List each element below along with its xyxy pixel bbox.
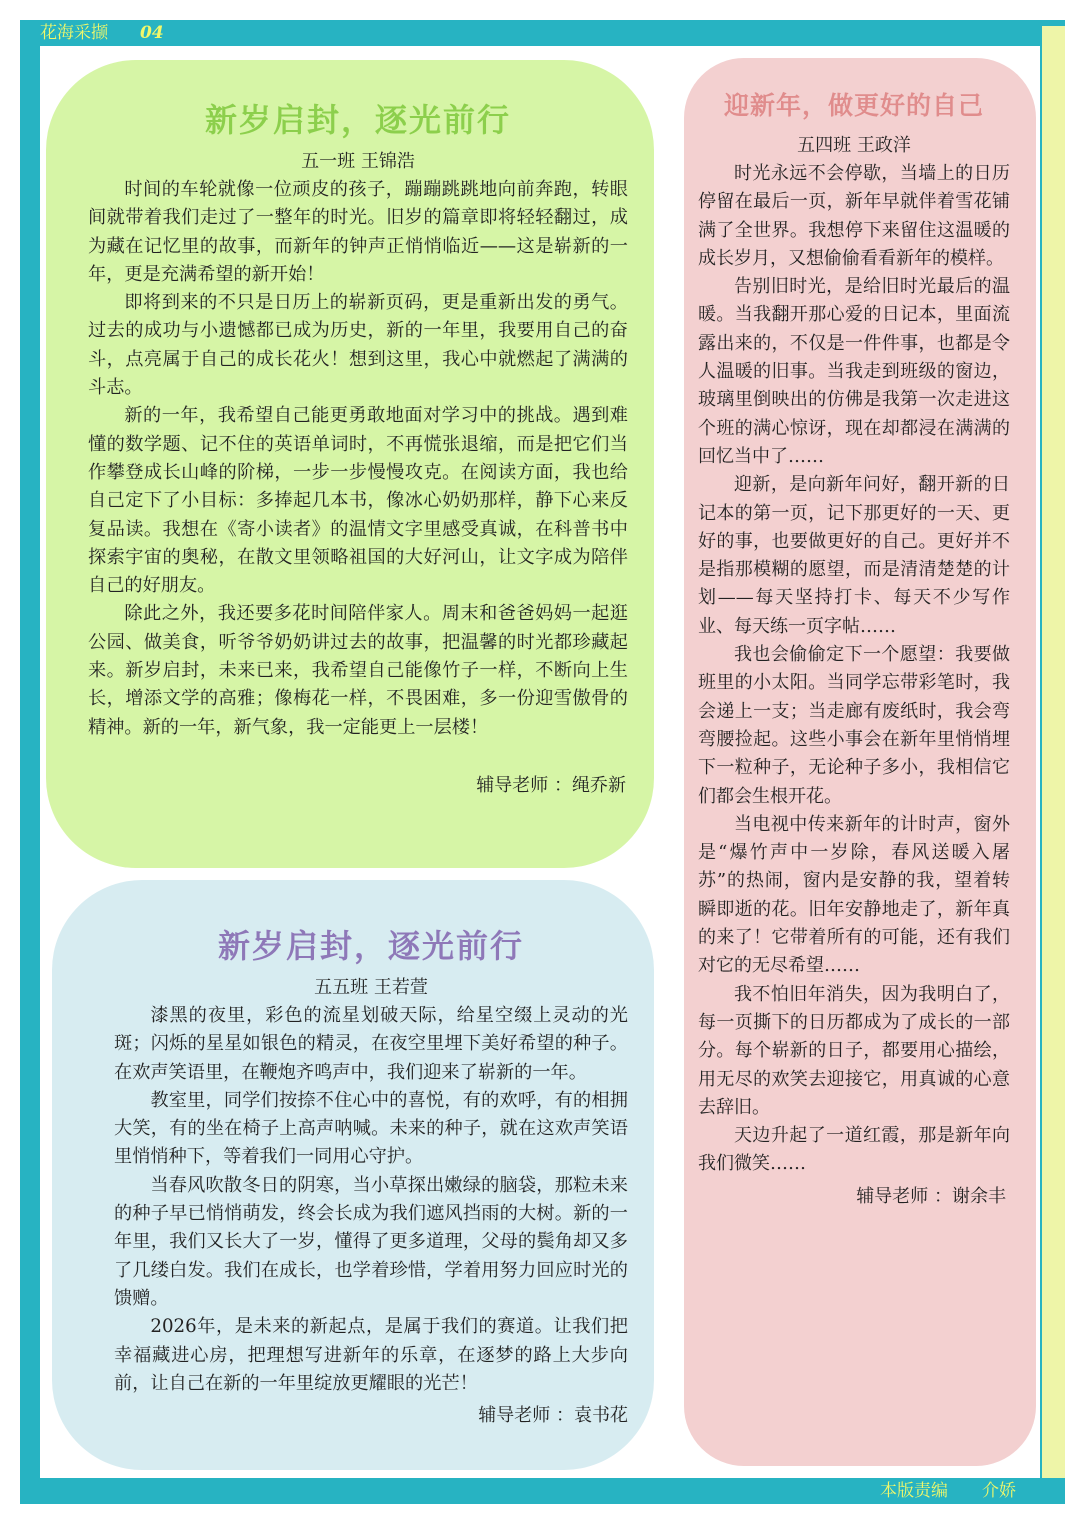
article-b-author: 五五班 王若萱 — [314, 977, 428, 998]
article-a-paragraph: 时间的车轮就像一位顽皮的孩子，蹦蹦跳跳地向前奔跑，转眼间就带着我们走过了一整年的时光。旧岁的篇章即将轻轻翻过，成为藏在记忆里的故事，而新年的钟声正悄悄临近——这是崭新的一年，更是充满希望的新开始！ — [88, 179, 628, 285]
article-a-paragraph: 新的一年，我希望自己能更勇敢地面对学习中的挑战。遇到难懂的数学题、记不住的英语单词时，不再慌张退缩，而是把它们当作攀登成长山峰的阶梯，一步一步慢慢攻克。在阅读方面，我也给自己定下了小目标：多捧起几本书，像冰心奶奶那样，静下心来反复品读。我想在《寄小读者》的温情文字里感受真诚，在科普书中探索宇宙的奥秘，在散文里领略祖国的大好河山，让文字成为陪伴自己的好朋友。 — [88, 405, 628, 597]
article-c-author: 五四班 王政洋 — [797, 135, 911, 156]
top-frame-bar — [20, 20, 1065, 46]
article-c-paragraph: 我不怕旧年消失，因为我明白了，每一页撕下的日历都成为了成长的一部分。每个崭新的日子，都要用心描绘，用无尽的欢笑去迎接它，用真诚的心意去辞旧。 — [698, 983, 1010, 1118]
article-a-paragraph: 除此之外，我还要多花时间陪伴家人。周末和爸爸妈妈一起逛公园、做美食，听爷爷奶奶讲过去的故事，把温馨的时光都珍藏起来。新岁启封，未来已来，我希望自己能像竹子一样，不断向上生长，增添文学的高雅；像梅花一样，不畏困难，多一份迎雪傲骨的精神。新的一年，新气象，我一定能更上一层楼！ — [88, 603, 628, 738]
article-c-paragraph: 我也会偷偷定下一个愿望：我要做班里的小太阳。当同学忘带彩笔时，我会递上一支；当走廊有废纸时，我会弯弯腰捡起。这些小事会在新年里悄悄埋下一粒种子，无论种子多小，我相信它们都会生根开花。 — [698, 644, 1010, 807]
article-a-body — [88, 176, 628, 742]
article-b-title: 新岁启封，逐光前行 — [217, 927, 524, 965]
section-label: 花海采撷 — [40, 23, 108, 43]
article-c-paragraph: 当电视中传来新年的计时声，窗外是“爆竹声中一岁除，春风送暖入屠苏”的热闹，窗内是安静的我，望着转瞬即逝的花。旧年安静地走了，新年真的来了！它带着所有的可能，还有我们对它的无尽希望…… — [698, 813, 1010, 977]
article-b-paragraph: 2026年，是未来的新起点，是属于我们的赛道。让我们把幸福藏进心房，把理想写进新年的乐章，在逐梦的路上大步向前，让自己在新的一年里绽放更耀眼的光芒！ — [114, 1316, 628, 1394]
article-a-author: 五一班 王锦浩 — [301, 151, 415, 172]
article-card-c — [684, 58, 1036, 1466]
article-c-paragraph: 告别旧时光，是给旧时光最后的温暖。当我翻开那心爱的日记本，里面流露出来的，不仅是一件件事，也都是令人温暖的旧事。当我走到班级的窗边，玻璃里倒映出的仿佛是我第一次走进这个班的满心惊讶，现在却都浸在满满的回忆当中了…… — [698, 276, 1010, 467]
article-b-paragraph: 当春风吹散冬日的阴寒，当小草探出嫩绿的脑袋，那粒未来的种子早已悄悄萌发，终会长成为我们遮风挡雨的大树。新的一年里，我们又长大了一岁，懂得了更多道理，父母的鬓角却又多了几缕白发。我们在成长，也学着珍惜，学着用努力回应时光的馈赠。 — [114, 1174, 628, 1309]
article-c-paragraph: 时光永远不会停歇，当墙上的日历停留在最后一页，新年早就伴着雪花铺满了全世界。我想停下来留住这温暖的成长岁月，又想偷偷看看新年的模样。 — [698, 163, 1010, 269]
left-frame-bar — [20, 20, 40, 1504]
article-b-body — [114, 1002, 628, 1398]
article-card-b — [52, 880, 654, 1470]
article-c-paragraph: 天边升起了一道红霞，那是新年向我们微笑…… — [698, 1125, 1010, 1175]
article-c-paragraph: 迎新，是向新年问好，翻开新的日记本的第一页，记下那更好的一天、更好的事，也要做更好的自己。更好并不是指那模糊的愿望，而是清清楚楚的计划——每天坚持打卡、每天不少写作业、每天练一页字帖…… — [698, 474, 1010, 637]
article-a-title: 新岁启封，逐光前行 — [204, 101, 511, 139]
article-b-paragraph: 漆黑的夜里，彩色的流星划破天际，给星空缀上灵动的光斑；闪烁的星星如银色的精灵，在夜空里埋下美好希望的种子。在欢声笑语里，在鞭炮齐鸣声中，我们迎来了崭新的一年。 — [114, 1005, 628, 1083]
page-editor: 本版责编 介娇 — [880, 1481, 1016, 1501]
article-b-teacher: 辅导老师 ：袁书花 — [478, 1405, 628, 1427]
article-card-a — [46, 60, 654, 868]
article-c-body — [698, 160, 1010, 1179]
page-number: 04 — [140, 23, 164, 43]
article-a-teacher: 辅导老师 ：绳乔新 — [476, 774, 626, 796]
article-a-paragraph: 即将到来的不只是日历上的崭新页码，更是重新出发的勇气。过去的成功与小遗憾都已成为历史，新的一年里，我要用自己的奋斗，点亮属于自己的成长花火！想到这里，我心中就燃起了满满的斗志。 — [88, 292, 628, 399]
right-frame-bar — [1040, 26, 1065, 1478]
article-c-teacher: 辅导老师 ：谢余丰 — [856, 1185, 1006, 1207]
article-c-title: 迎新年，做更好的自己 — [723, 91, 984, 120]
article-b-paragraph: 教室里，同学们按捺不住心中的喜悦，有的欢呼，有的相拥大笑，有的坐在椅子上高声呐喊。未来的种子，就在这欢声笑语里悄悄种下，等着我们一同用心守护。 — [114, 1089, 628, 1168]
